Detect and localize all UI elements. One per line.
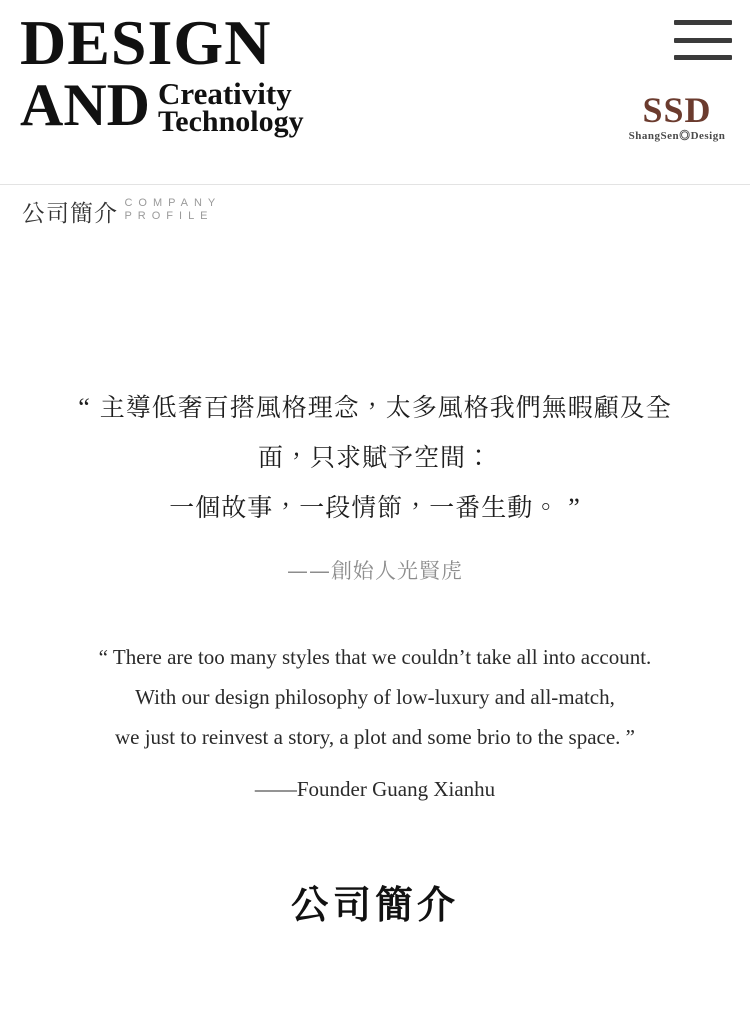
quote-en-open-mark: “	[98, 645, 108, 669]
ssd-brand-mark[interactable]	[622, 92, 732, 143]
hamburger-menu-icon[interactable]	[674, 16, 732, 64]
section-title-en-line1: COMPANY	[124, 197, 222, 209]
site-logo[interactable]	[20, 7, 340, 138]
logo-text-technology: Technology	[158, 105, 304, 138]
page-title: 公司簡介	[290, 883, 459, 927]
hamburger-bar-3	[674, 55, 732, 60]
quote-en-line1-wrap	[0, 637, 750, 677]
quote-en-line2: With our design philosophy of low-luxury and all-match,	[135, 685, 615, 709]
quote-cn-line2: 面，只求賦予空間：	[257, 443, 492, 472]
quote-en-line3-wrap	[0, 717, 750, 757]
section-title	[0, 185, 750, 233]
logo-text-creativity: Creativity	[158, 76, 292, 111]
quote-en-line1: There are too many styles that we couldn’t take all into account.	[112, 645, 652, 669]
quote-cn-line3: 一個故事，一段情節，一番生動。	[169, 493, 560, 522]
quote-en-block	[0, 637, 750, 757]
quote-en-line3: we just to reinvest a story, a plot and some brio to the space.	[114, 725, 621, 749]
logo-text-and: AND	[20, 72, 150, 138]
quote-open-mark: “	[78, 393, 91, 422]
hamburger-bar-1	[674, 20, 732, 25]
logo-text-design: DESIGN	[20, 7, 272, 78]
quote-en-close-mark: ”	[625, 725, 635, 749]
quote-cn-attribution: ——創始人光賢虎	[287, 559, 463, 583]
quote-cn-line1: 主導低奢百搭風格理念，太多風格我們無暇顧及全	[99, 393, 672, 422]
site-header	[0, 0, 750, 185]
section-title-cn: 公司簡介	[22, 201, 118, 227]
section-title-en-line2: PROFILE	[124, 210, 214, 222]
quote-cn-line1-wrap	[0, 383, 750, 433]
ssd-brand-name: ShangSen◎Design	[628, 130, 726, 142]
ssd-brand-initials: SSD	[642, 90, 712, 130]
quote-close-mark: ”	[568, 493, 581, 522]
quote-cn-line3-wrap	[0, 483, 750, 533]
quote-en-attribution: ——Founder Guang Xianhu	[254, 777, 496, 801]
section-title-en	[124, 197, 221, 223]
quote-block	[0, 383, 750, 802]
hamburger-bar-2	[674, 38, 732, 43]
